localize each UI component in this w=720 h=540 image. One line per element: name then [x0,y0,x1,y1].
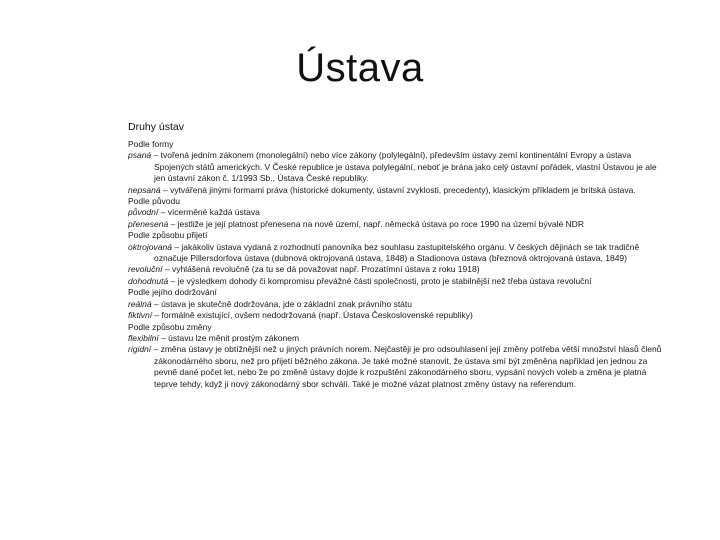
group-heading: Podle jejího dodržování [128,287,217,298]
slide-content [128,120,664,390]
item-term: přenesená [128,218,169,229]
item-description: – jestliže je její platnost přenesena na nové území, např. německá ústava po roce 1990 na území bývalé NDR [168,218,584,229]
list-item [128,185,664,196]
list-item [128,310,664,321]
list-item [128,242,664,265]
content-heading: Druhy ústav [128,121,185,133]
slide-title: Ústava [296,46,424,90]
item-term: nepsaná [128,184,161,195]
item-term: reálná [128,298,152,309]
item-description: – tvořená jedním zákonem (monolegální) nebo více zákony (polylegální), především ústavy zemí kontinentální Evropy a ústava Spojených států amerických. V České republice je ústava polylegální, neboť je brána jako celý ústavní pořádek, vlastní Ústavou je ale jen ústavní zákon č. 1/1993 Sb., Ústava České republiky. [151,150,657,184]
item-term: revoluční [128,264,163,275]
paragraph-list [128,139,664,390]
list-item [128,299,664,310]
item-description: – je výsledkem dohody či kompromisu převážné části společnosti, proto je stabilnější než třeba ústava revoluční [168,275,592,286]
list-item [128,333,664,344]
list-item [128,264,664,275]
group-heading: Podle původu [128,196,180,207]
item-description: – ústava je skutečně dodržována, jde o základní znak právního státu [151,298,412,309]
group-heading: Podle způsobu změny [128,321,212,332]
group-heading: Podle způsobu přijetí [128,230,208,241]
list-item [128,276,664,287]
item-description: – vyhlášená revolučně (za tu se dá považovat např. Prozatímní ústava z roku 1918) [162,264,480,275]
item-term: flexibilní [128,332,159,343]
list-item [128,344,664,390]
item-term: dohodnutá [128,275,169,286]
list-item [128,150,664,184]
item-description: – změna ústavy je obtížnější než u jiných právních norem. Nejčastěji je pro odsouhlasení její změny potřeba větší množství hlasů členů zákonodárného sboru, než pro přijetí běžného zákona. Je také možné stanovit, že ústava smí být změněna například jen jednou za pevně dané počet let, nebo že po změně ústavy dojde k rozpuštění zákonodárného sboru, vypsání nových voleb a změna je platná teprve tehdy, když ji nový zákonodárný sbor schválí. Také je možné vázat platnost změny ústavy na referendum. [151,344,662,389]
item-term: původní [128,207,159,218]
item-description: – vícerměné každá ústava [158,207,260,218]
list-item [128,207,664,218]
item-description: – vytvářená jinými formami práva (historické dokumenty, ústavní zvyklosti, precedenty), klasickým příkladem je britská ústava. [160,184,636,195]
item-term: psaná [128,150,152,161]
item-description: – jakákoliv ústava vydaná z rozhodnutí panovníka bez souhlasu zastupitelského orgánu. V českých dějinách se tak tradičně označuje Pillersdorfova ústava (dubnová oktrojovaná ústava, 1848) a Stadionova ústava (březnová oktrojovaná ústava, 1849) [154,241,640,264]
item-description: – formálně existující, ovšem nedodržovaná (např. Ústava Československé republiky) [152,310,473,321]
item-term: oktrojovaná [128,241,172,252]
group-heading: Podle formy [128,139,174,149]
item-term: fiktivní [128,310,153,321]
item-description: – ústavu lze měnit prostým zákonem [158,332,300,343]
list-item [128,219,664,230]
item-term: rigidní [128,344,152,355]
